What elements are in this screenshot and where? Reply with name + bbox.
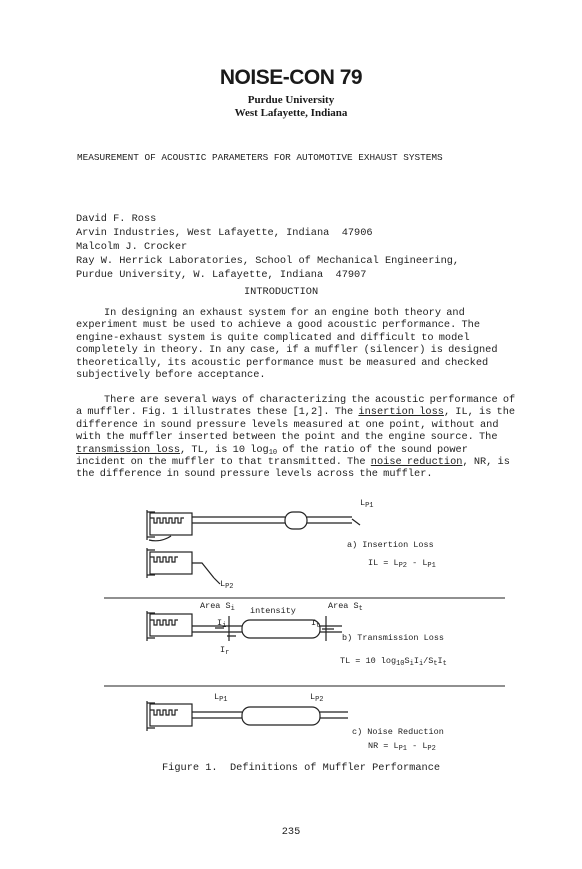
lp1-label: $L_{P1}$ (360, 498, 374, 510)
body-paragraph: In designing an exhaust system for an engine both theory and experiment must be used to achieve a good acoustic performance. The engine-exhaust system is quite complicated and difficult to model completely in theory. In any case, if a muffler (silencer) is designed theoretically, its acoustic performance must be measured and checked subjectively before acceptance. (76, 307, 498, 382)
it-label: $I_t$ (311, 618, 321, 630)
eq-insertion-loss: IL = $L_{P2} - L_{P1}$ (368, 558, 436, 570)
lp2-label: $L_{P2}$ (220, 579, 234, 591)
term-noise-reduction: noise reduction (370, 456, 463, 469)
institution: Purdue University (247, 94, 335, 106)
diagram-c (147, 701, 348, 731)
eq-transmission-loss: TL = 10 $\log_{10}S_iI_i/S_tI_t$ (340, 656, 447, 668)
author-line: Ray W. Herrick Laboratories, School of Mechanical Engineering, (76, 255, 460, 267)
label-transmission-loss: b) Transmission Loss (342, 633, 445, 643)
term-transmission-loss: transmission loss (76, 443, 181, 456)
author-line: David F. Ross (76, 213, 157, 225)
c-lp2-label: $L_{P2}$ (310, 692, 324, 704)
label-noise-reduction: c) Noise Reduction (352, 727, 444, 737)
ir-label: $I_r$ (220, 645, 230, 657)
page-number: 235 (281, 826, 301, 838)
area-st-label: Area $S_t$ (328, 601, 363, 613)
ii-label: $I_i$ (217, 618, 227, 630)
author-line: Arvin Industries, West Lafayette, Indiana 47906 (76, 227, 373, 239)
intensity-label: intensity (250, 606, 296, 616)
label-insertion-loss: a) Insertion Loss (347, 540, 434, 550)
location: West Lafayette, Indiana (234, 107, 348, 119)
c-lp1-label: $L_{P1}$ (214, 692, 228, 704)
area-si-label: Area $S_i$ (200, 601, 235, 613)
paper-title: MEASUREMENT OF ACOUSTIC PARAMETERS FOR AUTOMOTIVE EXHAUST SYSTEMS (77, 152, 443, 163)
diagram-a-engine-bottom (147, 548, 220, 584)
author-line: Purdue University, W. Lafayette, Indiana 47907 (76, 269, 367, 281)
section-heading: INTRODUCTION (244, 286, 319, 298)
body-paragraph: There are several ways of characterizing the acoustic performance of a muffler. Fig. 1 illustrates these [1,2]. The insertion loss, IL, is the difference in sound pressure levels measured at one point, without and with the muffler inserted between the point and the engine source. The transmission loss, TL, is 10 $\log_{10}$ of the ratio of the sound power incident on the muffler to that transmitted. The noise reduction, NR, is the difference in sound pressure levels across the muffler. (76, 394, 516, 481)
eq-noise-reduction: NR = $L_{P1} - L_{P2}$ (368, 741, 436, 753)
diagram-a-pipe-muffler (192, 512, 360, 529)
conference-title: NOISE-CON 79 (219, 66, 363, 89)
author-line: Malcolm J. Crocker (76, 241, 188, 253)
term-insertion-loss: insertion loss (358, 406, 444, 419)
diagram-a-engine-top (147, 510, 192, 541)
figure-caption: Figure 1. Definitions of Muffler Performance (162, 762, 441, 774)
